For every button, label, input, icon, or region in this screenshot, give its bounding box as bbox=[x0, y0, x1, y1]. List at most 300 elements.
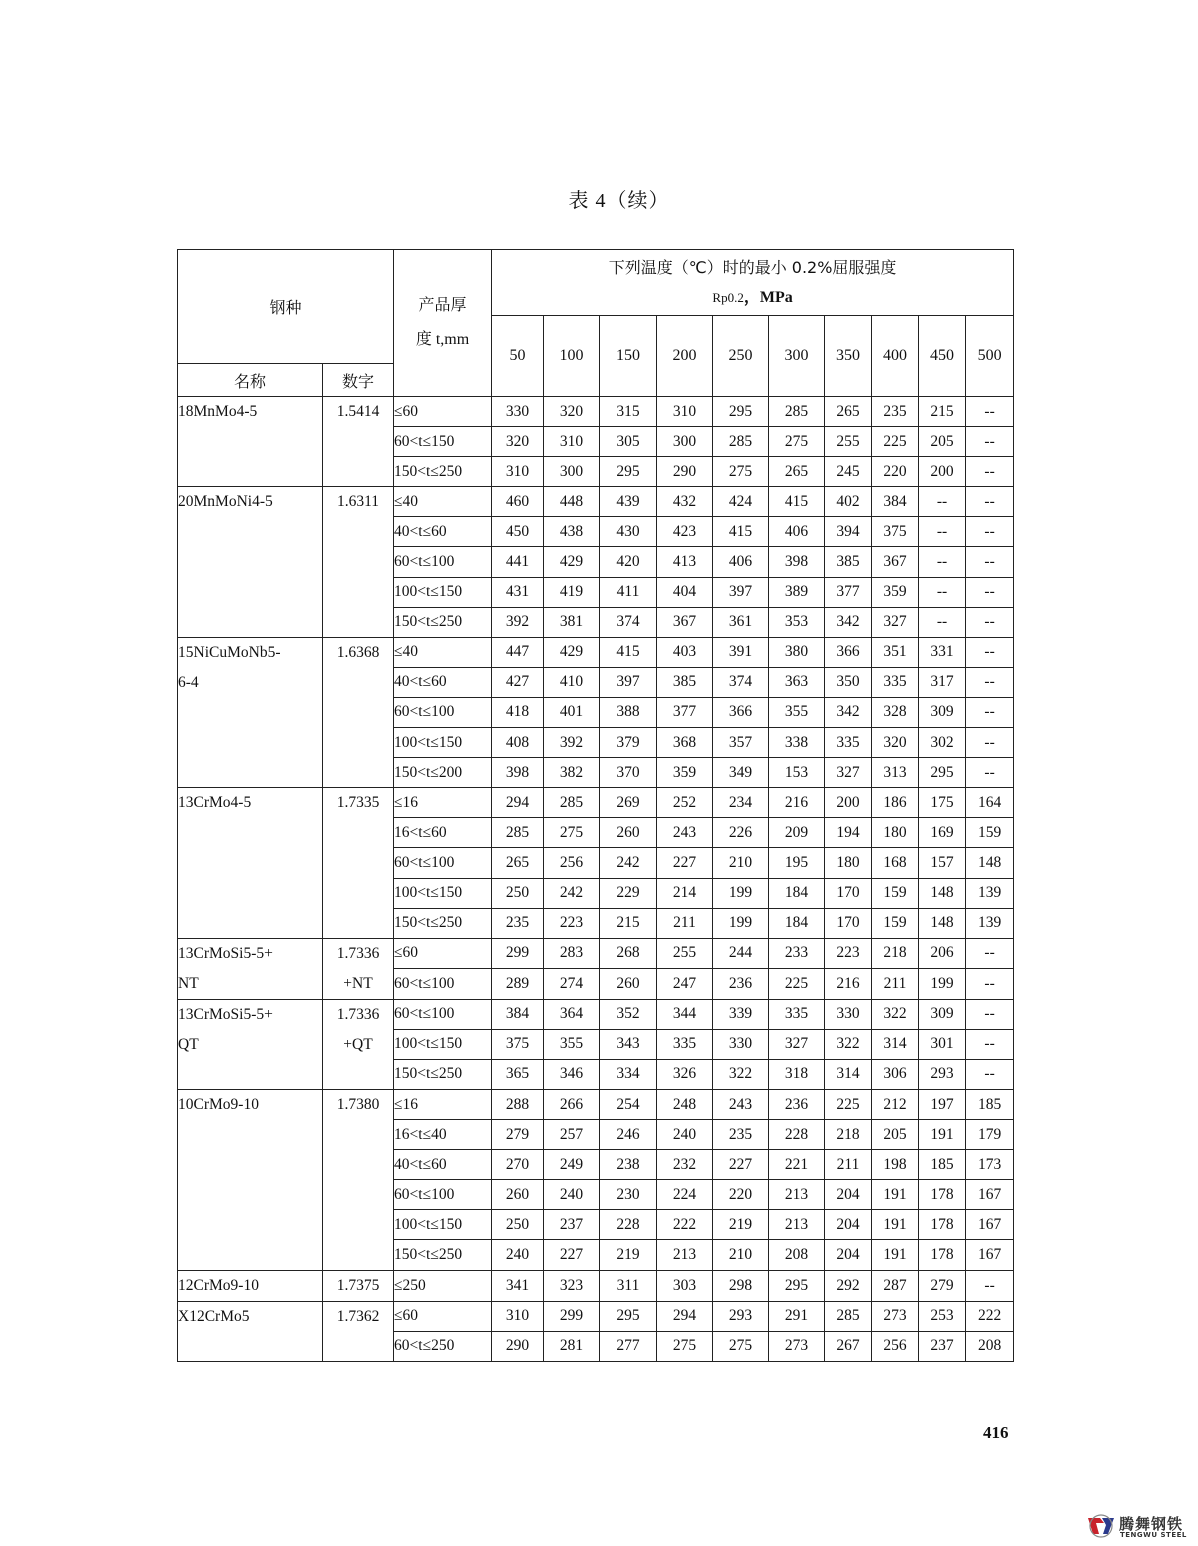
strength-value-cell: 335 bbox=[769, 999, 825, 1029]
strength-value-cell: 148 bbox=[919, 908, 966, 938]
thickness-cell: 60<t≤100 bbox=[394, 969, 492, 1000]
strength-value-cell: 397 bbox=[713, 577, 769, 607]
strength-value-cell: 265 bbox=[492, 848, 544, 878]
strength-value-cell: 311 bbox=[600, 1270, 657, 1301]
steel-number-cell bbox=[323, 637, 394, 787]
strength-value-cell: 310 bbox=[657, 397, 713, 427]
strength-value-cell: 249 bbox=[544, 1150, 600, 1180]
strength-value-cell: 350 bbox=[825, 667, 872, 697]
strength-value-cell: -- bbox=[966, 1059, 1014, 1089]
temperature-header-cell: 450 bbox=[919, 316, 966, 397]
strength-value-cell: 381 bbox=[544, 607, 600, 637]
thickness-cell: 100<t≤150 bbox=[394, 1210, 492, 1240]
strength-value-cell: 153 bbox=[769, 758, 825, 788]
strength-value-cell: 279 bbox=[492, 1120, 544, 1150]
strength-value-cell: 293 bbox=[919, 1059, 966, 1089]
strength-value-cell: 184 bbox=[769, 878, 825, 908]
strength-value-cell: 295 bbox=[919, 758, 966, 788]
strength-value-cell: -- bbox=[966, 1029, 1014, 1059]
strength-value-cell: 198 bbox=[872, 1150, 919, 1180]
strength-value-cell: 247 bbox=[657, 969, 713, 1000]
strength-value-cell: 210 bbox=[713, 1240, 769, 1270]
strength-value-cell: 269 bbox=[600, 788, 657, 818]
strength-value-cell: 167 bbox=[966, 1180, 1014, 1210]
strength-value-cell: -- bbox=[966, 487, 1014, 517]
strength-value-cell: 208 bbox=[966, 1331, 1014, 1361]
strength-value-cell: 410 bbox=[544, 667, 600, 697]
strength-value-cell: 450 bbox=[492, 517, 544, 547]
temperature-header-cell: 350 bbox=[825, 316, 872, 397]
table-header bbox=[178, 250, 1014, 397]
strength-value-cell: 330 bbox=[492, 397, 544, 427]
strength-value-cell: 294 bbox=[657, 1301, 713, 1331]
strength-value-cell: 178 bbox=[919, 1180, 966, 1210]
strength-value-cell: 237 bbox=[544, 1210, 600, 1240]
strength-value-cell: 375 bbox=[492, 1029, 544, 1059]
strength-value-cell: 139 bbox=[966, 908, 1014, 938]
strength-value-cell: 167 bbox=[966, 1210, 1014, 1240]
strength-value-cell: 236 bbox=[769, 1089, 825, 1119]
strength-value-cell: 370 bbox=[600, 758, 657, 788]
strength-value-cell: 346 bbox=[544, 1059, 600, 1089]
strength-value-cell: 392 bbox=[544, 728, 600, 758]
steel-name-line: 10CrMo9-10 bbox=[178, 1095, 259, 1113]
strength-value-cell: 260 bbox=[600, 818, 657, 848]
strength-value-cell: 210 bbox=[713, 848, 769, 878]
strength-value-cell: 285 bbox=[825, 1301, 872, 1331]
strength-value-cell: 180 bbox=[872, 818, 919, 848]
strength-value-cell: 306 bbox=[872, 1059, 919, 1089]
temperature-header-line2 bbox=[492, 283, 1013, 313]
strength-value-cell: 322 bbox=[825, 1029, 872, 1059]
steel-number-cell bbox=[323, 1301, 394, 1361]
strength-value-cell: 255 bbox=[825, 427, 872, 457]
strength-value-cell: -- bbox=[966, 637, 1014, 667]
strength-value-cell: 238 bbox=[600, 1150, 657, 1180]
strength-value-cell: 331 bbox=[919, 637, 966, 667]
strength-value-cell: 385 bbox=[825, 547, 872, 577]
strength-value-cell: 243 bbox=[713, 1089, 769, 1119]
strength-value-cell: 267 bbox=[825, 1331, 872, 1361]
strength-value-cell: 313 bbox=[872, 758, 919, 788]
thickness-cell: 40<t≤60 bbox=[394, 517, 492, 547]
yield-strength-table bbox=[177, 249, 1014, 1362]
strength-value-cell: 191 bbox=[872, 1210, 919, 1240]
strength-value-cell: 212 bbox=[872, 1089, 919, 1119]
strength-value-cell: 408 bbox=[492, 728, 544, 758]
steel-number-cell bbox=[323, 1089, 394, 1270]
strength-value-cell: 215 bbox=[919, 397, 966, 427]
strength-value-cell: 199 bbox=[713, 878, 769, 908]
thickness-cell: 16<t≤60 bbox=[394, 818, 492, 848]
strength-value-cell: 235 bbox=[872, 397, 919, 427]
steel-name-line: QT bbox=[178, 1035, 199, 1053]
strength-value-cell: 429 bbox=[544, 547, 600, 577]
strength-value-cell: 227 bbox=[657, 848, 713, 878]
strength-value-cell: 194 bbox=[825, 818, 872, 848]
strength-value-cell: 335 bbox=[825, 728, 872, 758]
strength-value-cell: 228 bbox=[600, 1210, 657, 1240]
strength-value-cell: 323 bbox=[544, 1270, 600, 1301]
strength-value-cell: 305 bbox=[600, 427, 657, 457]
strength-value-cell: 351 bbox=[872, 637, 919, 667]
strength-value-cell: 301 bbox=[919, 1029, 966, 1059]
strength-value-cell: -- bbox=[966, 607, 1014, 637]
steel-number-line: 1.5414 bbox=[336, 403, 380, 420]
strength-value-cell: 226 bbox=[713, 818, 769, 848]
strength-value-cell: 159 bbox=[872, 878, 919, 908]
strength-value-cell: 236 bbox=[713, 969, 769, 1000]
steel-number-line: +NT bbox=[343, 974, 373, 992]
strength-value-cell: 430 bbox=[600, 517, 657, 547]
strength-value-cell: 327 bbox=[769, 1029, 825, 1059]
strength-value-cell: 191 bbox=[872, 1180, 919, 1210]
strength-value-cell: 359 bbox=[872, 577, 919, 607]
table-body bbox=[178, 397, 1014, 1362]
strength-value-cell: 303 bbox=[657, 1270, 713, 1301]
steel-name-line: 13CrMoSi5-5+ bbox=[178, 944, 273, 962]
strength-value-cell: 277 bbox=[600, 1331, 657, 1361]
strength-value-cell: 273 bbox=[872, 1301, 919, 1331]
strength-value-cell: 366 bbox=[713, 697, 769, 727]
strength-value-cell: 429 bbox=[544, 637, 600, 667]
strength-value-cell: 214 bbox=[657, 878, 713, 908]
strength-value-cell: 256 bbox=[544, 848, 600, 878]
strength-value-cell: 352 bbox=[600, 999, 657, 1029]
strength-value-cell: 213 bbox=[657, 1240, 713, 1270]
table-row bbox=[178, 788, 1014, 818]
strength-value-cell: 300 bbox=[657, 427, 713, 457]
steel-name-cell bbox=[178, 1301, 323, 1361]
table-row bbox=[178, 1301, 1014, 1331]
strength-value-cell: 170 bbox=[825, 878, 872, 908]
steel-number-cell bbox=[323, 999, 394, 1089]
steel-number-line: 1.7380 bbox=[336, 1095, 380, 1113]
steel-number-line: 1.6368 bbox=[336, 643, 380, 661]
strength-value-cell: 315 bbox=[600, 397, 657, 427]
strength-value-cell: 402 bbox=[825, 487, 872, 517]
page-number: 416 bbox=[983, 1423, 1009, 1442]
strength-value-cell: -- bbox=[919, 577, 966, 607]
strength-value-cell: 243 bbox=[657, 818, 713, 848]
strength-value-cell: 275 bbox=[657, 1331, 713, 1361]
strength-value-cell: 406 bbox=[769, 517, 825, 547]
strength-value-cell: 365 bbox=[492, 1059, 544, 1089]
strength-value-cell: 298 bbox=[713, 1270, 769, 1301]
steel-number-cell bbox=[323, 788, 394, 938]
strength-value-cell: 237 bbox=[919, 1331, 966, 1361]
temperature-header-cell: 400 bbox=[872, 316, 919, 397]
strength-value-cell: 418 bbox=[492, 697, 544, 727]
strength-value-cell: 355 bbox=[544, 1029, 600, 1059]
strength-value-cell: 403 bbox=[657, 637, 713, 667]
strength-value-cell: 232 bbox=[657, 1150, 713, 1180]
strength-value-cell: 197 bbox=[919, 1089, 966, 1119]
strength-value-cell: 273 bbox=[769, 1331, 825, 1361]
steel-number-line: 1.7336 bbox=[336, 1005, 380, 1023]
strength-value-cell: 184 bbox=[769, 908, 825, 938]
strength-value-cell: 320 bbox=[544, 397, 600, 427]
strength-value-cell: 279 bbox=[919, 1270, 966, 1301]
strength-value-cell: 317 bbox=[919, 667, 966, 697]
strength-value-cell: 447 bbox=[492, 637, 544, 667]
strength-value-cell: 438 bbox=[544, 517, 600, 547]
strength-value-cell: 266 bbox=[544, 1089, 600, 1119]
strength-value-cell: 367 bbox=[657, 607, 713, 637]
strength-value-cell: 245 bbox=[825, 457, 872, 487]
strength-value-cell: 204 bbox=[825, 1240, 872, 1270]
strength-value-cell: -- bbox=[919, 547, 966, 577]
steel-name-line: 13CrMo4-5 bbox=[178, 794, 252, 812]
steel-number-line: 1.7375 bbox=[336, 1276, 380, 1294]
strength-value-cell: 227 bbox=[713, 1150, 769, 1180]
table-row bbox=[178, 938, 1014, 969]
strength-value-cell: 432 bbox=[657, 487, 713, 517]
strength-value-cell: -- bbox=[966, 667, 1014, 697]
strength-value-cell: 310 bbox=[492, 457, 544, 487]
strength-value-cell: 384 bbox=[492, 999, 544, 1029]
strength-value-cell: 248 bbox=[657, 1089, 713, 1119]
steel-number-line: +QT bbox=[343, 1035, 373, 1053]
strength-value-cell: 235 bbox=[713, 1120, 769, 1150]
strength-value-cell: 257 bbox=[544, 1120, 600, 1150]
strength-value-cell: 419 bbox=[544, 577, 600, 607]
strength-value-cell: 220 bbox=[872, 457, 919, 487]
strength-value-cell: 216 bbox=[825, 969, 872, 1000]
strength-value-cell: -- bbox=[919, 607, 966, 637]
temperature-header-line1: 下列温度（℃）时的最小 0.2%屈服强度 bbox=[608, 257, 897, 277]
strength-value-cell: 415 bbox=[769, 487, 825, 517]
strength-value-cell: 341 bbox=[492, 1270, 544, 1301]
strength-value-cell: 222 bbox=[657, 1210, 713, 1240]
strength-value-cell: 274 bbox=[544, 969, 600, 1000]
table-row bbox=[178, 999, 1014, 1029]
strength-value-cell: 330 bbox=[713, 1029, 769, 1059]
strength-value-cell: 242 bbox=[600, 848, 657, 878]
strength-value-cell: 322 bbox=[713, 1059, 769, 1089]
steel-name-line: X12CrMo5 bbox=[178, 1307, 250, 1325]
thickness-cell: ≤16 bbox=[394, 1089, 492, 1119]
strength-value-cell: 295 bbox=[600, 457, 657, 487]
strength-value-cell: 209 bbox=[769, 818, 825, 848]
strength-value-cell: -- bbox=[966, 728, 1014, 758]
strength-value-cell: -- bbox=[966, 457, 1014, 487]
thickness-cell: ≤40 bbox=[394, 637, 492, 667]
steel-name-cell bbox=[178, 397, 323, 487]
strength-value-cell: 204 bbox=[825, 1210, 872, 1240]
strength-value-cell: 157 bbox=[919, 848, 966, 878]
strength-value-cell: 288 bbox=[492, 1089, 544, 1119]
strength-value-cell: 377 bbox=[657, 697, 713, 727]
strength-value-cell: 295 bbox=[713, 397, 769, 427]
strength-value-cell: 179 bbox=[966, 1120, 1014, 1150]
thickness-cell: 100<t≤150 bbox=[394, 878, 492, 908]
thickness-cell: 150<t≤250 bbox=[394, 457, 492, 487]
name-column-header: 名称 bbox=[178, 364, 323, 397]
thickness-cell: 100<t≤150 bbox=[394, 1029, 492, 1059]
strength-value-cell: 164 bbox=[966, 788, 1014, 818]
strength-value-cell: 401 bbox=[544, 697, 600, 727]
thickness-cell: 150<t≤200 bbox=[394, 758, 492, 788]
strength-value-cell: 233 bbox=[769, 938, 825, 969]
strength-value-cell: 302 bbox=[919, 728, 966, 758]
thickness-cell: ≤250 bbox=[394, 1270, 492, 1301]
thickness-cell: 150<t≤250 bbox=[394, 607, 492, 637]
strength-value-cell: 167 bbox=[966, 1240, 1014, 1270]
strength-value-cell: 334 bbox=[600, 1059, 657, 1089]
strength-value-cell: 268 bbox=[600, 938, 657, 969]
strength-value-cell: 224 bbox=[657, 1180, 713, 1210]
strength-value-cell: 186 bbox=[872, 788, 919, 818]
temperature-header bbox=[492, 250, 1014, 316]
strength-value-cell: 423 bbox=[657, 517, 713, 547]
thickness-cell: 60<t≤100 bbox=[394, 848, 492, 878]
strength-value-cell: 320 bbox=[872, 728, 919, 758]
strength-value-cell: 216 bbox=[769, 788, 825, 818]
strength-value-cell: 338 bbox=[769, 728, 825, 758]
strength-value-cell: 159 bbox=[966, 818, 1014, 848]
strength-value-cell: 384 bbox=[872, 487, 919, 517]
thickness-cell: ≤60 bbox=[394, 1301, 492, 1331]
strength-value-cell: 320 bbox=[492, 427, 544, 457]
strength-value-cell: 240 bbox=[492, 1240, 544, 1270]
tengwu-logo-icon bbox=[1086, 1514, 1116, 1538]
strength-value-cell: 460 bbox=[492, 487, 544, 517]
strength-value-cell: 448 bbox=[544, 487, 600, 517]
temperature-header-cell: 50 bbox=[492, 316, 544, 397]
steel-number-cell bbox=[323, 487, 394, 637]
steel-type-header: 钢种 bbox=[178, 250, 394, 364]
steel-name-line: 13CrMoSi5-5+ bbox=[178, 1005, 273, 1023]
temperature-header-cell: 300 bbox=[769, 316, 825, 397]
strength-value-cell: 285 bbox=[544, 788, 600, 818]
strength-value-cell: 148 bbox=[919, 878, 966, 908]
strength-value-cell: 204 bbox=[825, 1180, 872, 1210]
strength-value-cell: 195 bbox=[769, 848, 825, 878]
strength-value-cell: -- bbox=[966, 999, 1014, 1029]
strength-value-cell: 380 bbox=[769, 637, 825, 667]
strength-value-cell: 265 bbox=[825, 397, 872, 427]
strength-value-cell: 159 bbox=[872, 908, 919, 938]
strength-value-cell: 382 bbox=[544, 758, 600, 788]
strength-value-cell: 398 bbox=[492, 758, 544, 788]
strength-value-cell: 411 bbox=[600, 577, 657, 607]
strength-value-cell: 255 bbox=[657, 938, 713, 969]
rp02-symbol: Rp0.2 bbox=[712, 289, 744, 305]
strength-value-cell: 169 bbox=[919, 818, 966, 848]
strength-value-cell: 328 bbox=[872, 697, 919, 727]
strength-value-cell: 415 bbox=[600, 637, 657, 667]
thickness-cell: 40<t≤60 bbox=[394, 667, 492, 697]
strength-value-cell: 377 bbox=[825, 577, 872, 607]
thickness-cell: 150<t≤250 bbox=[394, 908, 492, 938]
strength-value-cell: 148 bbox=[966, 848, 1014, 878]
strength-value-cell: 335 bbox=[657, 1029, 713, 1059]
strength-value-cell: 344 bbox=[657, 999, 713, 1029]
strength-value-cell: 178 bbox=[919, 1240, 966, 1270]
strength-value-cell: 389 bbox=[769, 577, 825, 607]
strength-value-cell: -- bbox=[966, 427, 1014, 457]
strength-value-cell: 349 bbox=[713, 758, 769, 788]
temperature-header-cell: 500 bbox=[966, 316, 1014, 397]
number-column-header: 数字 bbox=[323, 364, 394, 397]
strength-value-cell: 228 bbox=[769, 1120, 825, 1150]
thickness-cell: 150<t≤250 bbox=[394, 1240, 492, 1270]
thickness-header-line2: 度 t,mm bbox=[415, 331, 470, 348]
strength-value-cell: 283 bbox=[544, 938, 600, 969]
strength-value-cell: 413 bbox=[657, 547, 713, 577]
strength-value-cell: 199 bbox=[713, 908, 769, 938]
strength-value-cell: 290 bbox=[492, 1331, 544, 1361]
strength-value-cell: 206 bbox=[919, 938, 966, 969]
strength-value-cell: 223 bbox=[825, 938, 872, 969]
strength-value-cell: 342 bbox=[825, 697, 872, 727]
strength-value-cell: 397 bbox=[600, 667, 657, 697]
strength-value-cell: 431 bbox=[492, 577, 544, 607]
strength-value-cell: 355 bbox=[769, 697, 825, 727]
strength-value-cell: 211 bbox=[657, 908, 713, 938]
strength-value-cell: 388 bbox=[600, 697, 657, 727]
strength-value-cell: 191 bbox=[872, 1240, 919, 1270]
strength-value-cell: 295 bbox=[600, 1301, 657, 1331]
strength-value-cell: 230 bbox=[600, 1180, 657, 1210]
strength-value-cell: 250 bbox=[492, 878, 544, 908]
strength-value-cell: 218 bbox=[872, 938, 919, 969]
strength-value-cell: -- bbox=[966, 577, 1014, 607]
strength-value-cell: 260 bbox=[600, 969, 657, 1000]
strength-value-cell: 191 bbox=[919, 1120, 966, 1150]
strength-value-cell: 285 bbox=[492, 818, 544, 848]
temperature-header-cell: 250 bbox=[713, 316, 769, 397]
strength-value-cell: 353 bbox=[769, 607, 825, 637]
thickness-cell: 150<t≤250 bbox=[394, 1059, 492, 1089]
strength-value-cell: -- bbox=[966, 397, 1014, 427]
strength-value-cell: 175 bbox=[919, 788, 966, 818]
thickness-header-line1: 产品厚 bbox=[418, 297, 467, 314]
thickness-cell: 60<t≤150 bbox=[394, 427, 492, 457]
strength-value-cell: 170 bbox=[825, 908, 872, 938]
strength-value-cell: -- bbox=[966, 697, 1014, 727]
strength-value-cell: 213 bbox=[769, 1210, 825, 1240]
temperature-header-cell: 100 bbox=[544, 316, 600, 397]
strength-value-cell: -- bbox=[919, 487, 966, 517]
steel-number-line: 1.7336 bbox=[336, 944, 380, 962]
strength-value-cell: 234 bbox=[713, 788, 769, 818]
strength-value-cell: -- bbox=[966, 758, 1014, 788]
strength-value-cell: 294 bbox=[492, 788, 544, 818]
thickness-cell: 16<t≤40 bbox=[394, 1120, 492, 1150]
strength-value-cell: 252 bbox=[657, 788, 713, 818]
strength-value-cell: 366 bbox=[825, 637, 872, 667]
strength-value-cell: 441 bbox=[492, 547, 544, 577]
table-row bbox=[178, 1089, 1014, 1119]
table-row bbox=[178, 637, 1014, 667]
strength-value-cell: 322 bbox=[872, 999, 919, 1029]
strength-value-cell: 235 bbox=[492, 908, 544, 938]
steel-name-cell bbox=[178, 788, 323, 938]
strength-value-cell: 327 bbox=[825, 758, 872, 788]
strength-value-cell: 327 bbox=[872, 607, 919, 637]
strength-value-cell: 357 bbox=[713, 728, 769, 758]
strength-value-cell: 342 bbox=[825, 607, 872, 637]
strength-value-cell: 404 bbox=[657, 577, 713, 607]
steel-number-line: 1.7335 bbox=[336, 794, 380, 812]
strength-value-cell: 359 bbox=[657, 758, 713, 788]
steel-name-line: NT bbox=[178, 974, 199, 992]
strength-value-cell: 260 bbox=[492, 1180, 544, 1210]
strength-value-cell: 391 bbox=[713, 637, 769, 667]
strength-value-cell: 205 bbox=[919, 427, 966, 457]
